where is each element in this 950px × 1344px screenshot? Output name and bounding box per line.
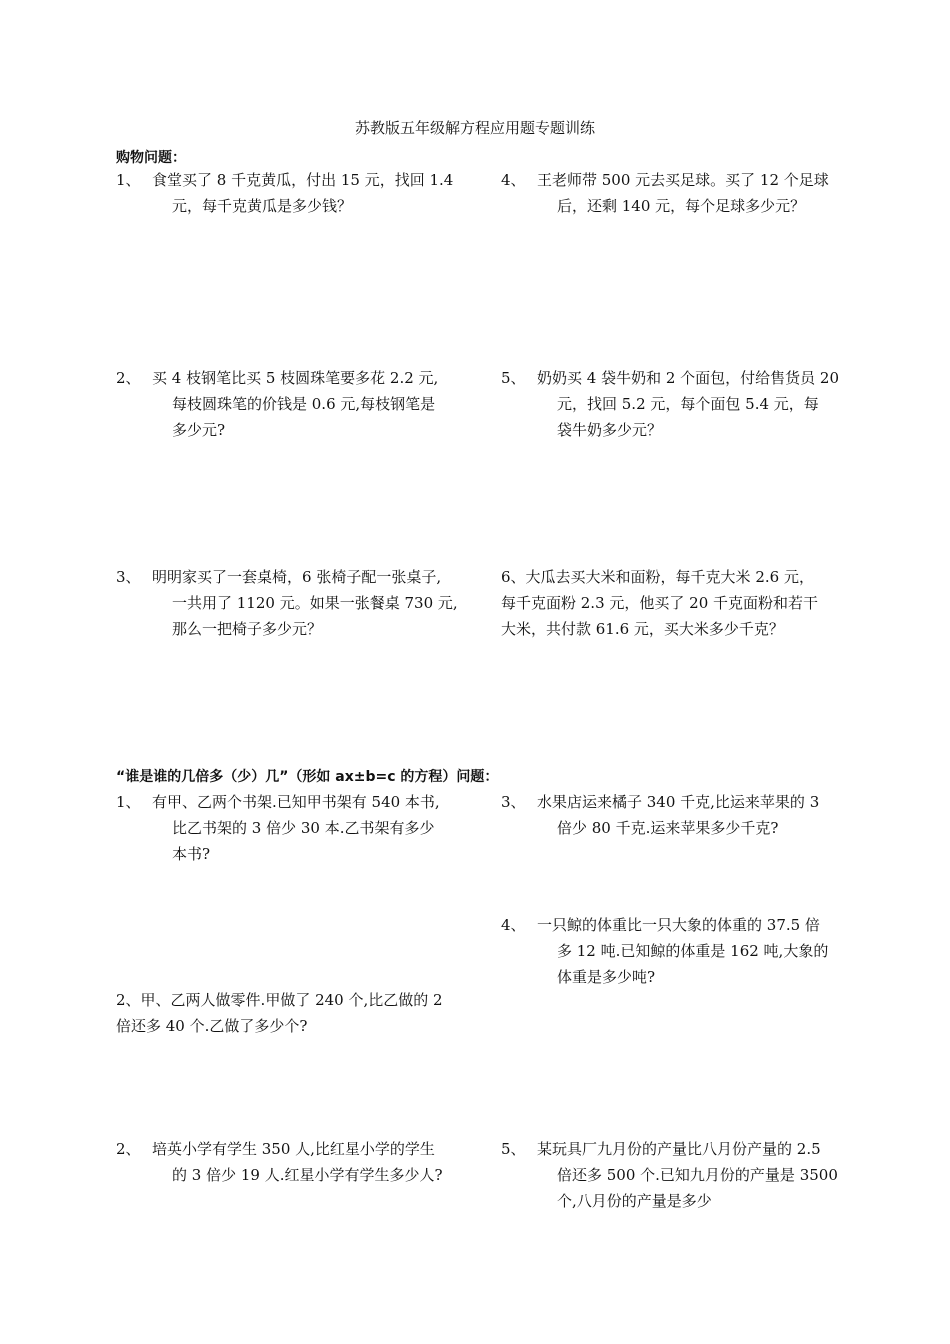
question-s2-2b	[116, 1136, 443, 1188]
question-text-line: 元，找回 5.2 元，每个面包 5.4 元，每	[557, 395, 819, 413]
question-text-line: 本书?	[172, 845, 211, 863]
question-s1-4	[501, 167, 829, 219]
question-text-line: 多 12 吨.已知鲸的体重是 162 吨,大象的	[557, 942, 829, 960]
question-s2-2a	[116, 987, 443, 1039]
question-text-line: 多少元?	[172, 421, 226, 439]
question-text-line: 买 4 枝钢笔比买 5 枝圆珠笔要多花 2.2 元,	[152, 369, 439, 387]
question-text-line: 个,八月份的产量是多少	[557, 1192, 712, 1210]
question-text-line: 大瓜去买大米和面粉，每千克大米 2.6 元，	[525, 568, 814, 586]
question-number: 4、	[501, 916, 526, 934]
question-s2-4	[501, 912, 828, 990]
question-number: 1、	[116, 793, 141, 811]
question-text-line: 大米，共付款 61.6 元，买大米多少千克？	[501, 620, 784, 638]
page-title: 苏教版五年级解方程应用题专题训练	[354, 119, 595, 137]
question-text-line: 倍还多 500 个.已知九月份的产量是 3500	[557, 1166, 838, 1184]
question-text-line: 倍还多 40 个.乙做了多少个?	[116, 1017, 308, 1035]
question-text-line: 一只鲸的体重比一只大象的体重的 37.5 倍	[537, 916, 820, 934]
question-text-line: 的 3 倍少 19 人.红星小学有学生多少人?	[172, 1166, 443, 1184]
question-number: 6、	[501, 568, 526, 586]
question-number: 2、	[116, 369, 141, 387]
question-number: 2、	[116, 991, 141, 1009]
question-text-line: 比乙书架的 3 倍少 30 本.乙书架有多少	[172, 819, 435, 837]
question-text-line: 水果店运来橘子 340 千克,比运来苹果的 3	[537, 793, 820, 811]
question-text-line: 每枝圆珠笔的价钱是 0.6 元,每枝钢笔是	[172, 395, 436, 413]
question-text-line: 明明家买了一套桌椅，6 张椅子配一张桌子,	[152, 568, 442, 586]
question-text-line: 袋牛奶多少元？	[557, 421, 663, 439]
question-s1-2	[116, 365, 438, 443]
question-number: 5、	[501, 369, 526, 387]
question-s1-5	[501, 365, 839, 443]
question-text-line: 每千克面粉 2.3 元，他买了 20 千克面粉和若干	[501, 594, 819, 612]
question-text-line: 后，还剩 140 元，每个足球多少元？	[557, 197, 806, 215]
question-text-line: 食堂买了 8 千克黄瓜，付出 15 元，找回 1.4	[152, 171, 454, 189]
question-number: 1、	[116, 171, 141, 189]
section-heading-multiple: “谁是谁的几倍多（少）几”（形如 ax±b=c 的方程）问题：	[116, 769, 499, 785]
question-s2-1	[116, 789, 440, 867]
question-text-line: 某玩具厂九月份的产量比八月份产量的 2.5	[537, 1140, 821, 1158]
question-number: 4、	[501, 171, 526, 189]
question-s1-3	[116, 564, 458, 642]
question-s2-3	[501, 789, 819, 841]
question-number: 3、	[116, 568, 141, 586]
question-text-line: 元，每千克黄瓜是多少钱？	[172, 197, 353, 215]
question-text-line: 那么一把椅子多少元？	[172, 620, 323, 638]
question-text-line: 奶奶买 4 袋牛奶和 2 个面包，付给售货员 20	[537, 369, 840, 387]
question-s2-5	[501, 1136, 838, 1214]
question-text-line: 体重是多少吨?	[557, 968, 656, 986]
question-text-line: 一共用了 1120 元。如果一张餐桌 730 元,	[172, 594, 458, 612]
question-text-line: 王老师带 500 元去买足球。买了 12 个足球	[537, 171, 829, 189]
question-number: 3、	[501, 793, 526, 811]
question-text-line: 倍少 80 千克.运来苹果多少千克?	[557, 819, 779, 837]
question-number: 2、	[116, 1140, 141, 1158]
question-text-line: 甲、乙两人做零件.甲做了 240 个,比乙做的 2	[140, 991, 443, 1009]
question-s1-1	[116, 167, 453, 219]
section-heading-shopping: 购物问题：	[116, 150, 186, 166]
question-text-line: 有甲、乙两个书架.已知甲书架有 540 本书,	[152, 793, 440, 811]
question-number: 5、	[501, 1140, 526, 1158]
question-s1-6	[501, 564, 818, 642]
question-text-line: 培英小学有学生 350 人,比红星小学的学生	[152, 1140, 435, 1158]
